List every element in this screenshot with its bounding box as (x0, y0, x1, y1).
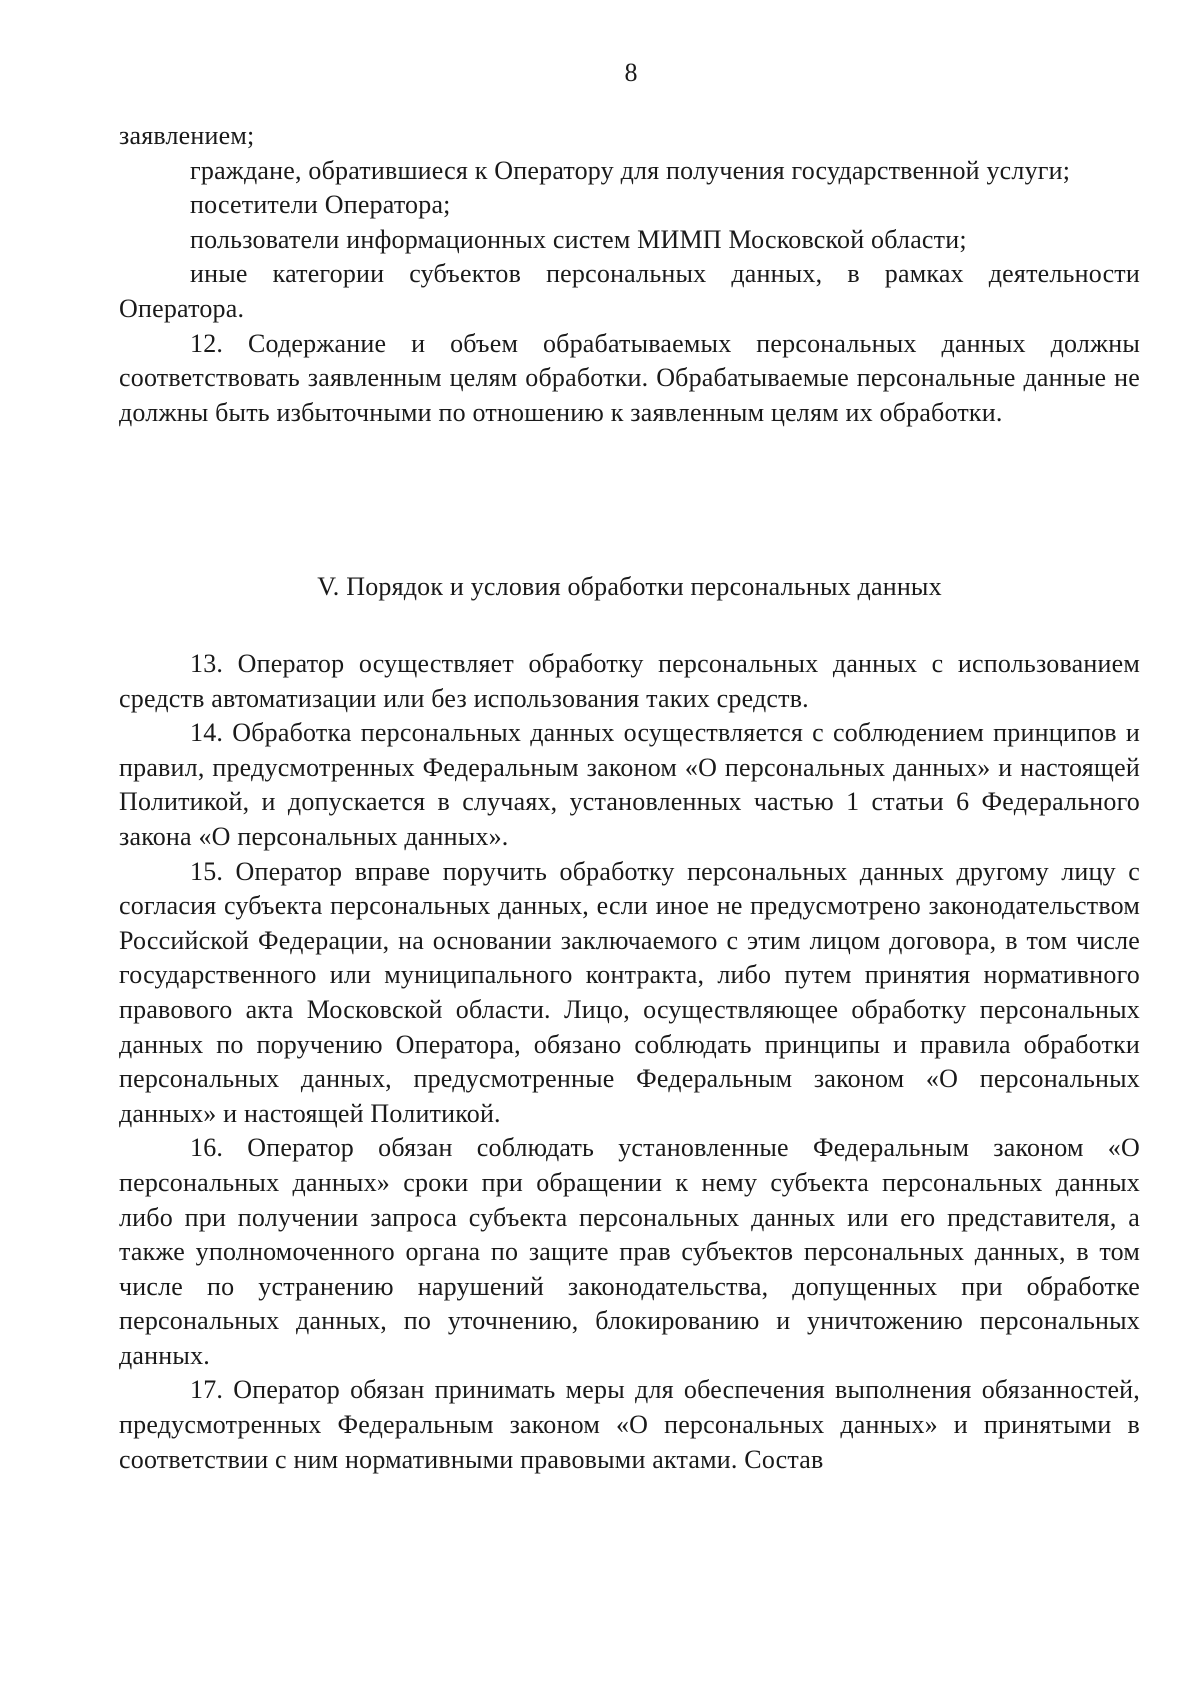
paragraph: 12. Содержание и объем обрабатываемых персональных данных должны соответствовать заявленным целям обработки. Обрабатываемые персональные данные не должны быть избыточными по отношению к заявленным целям их обработки. (119, 328, 1140, 427)
paragraph: 17. Оператор обязан принимать меры для обеспечения выполнения обязанностей, предусмотренных Федеральным законом «О персональных данных» и принятыми в соответствии с ним нормативными правовыми актами. Состав (119, 1375, 1140, 1474)
page-number: 8 (624, 58, 638, 87)
paragraph: иные категории субъектов персональных данных, в рамках деятельности Оператора. (119, 259, 1140, 323)
bottom-text-block (119, 647, 1140, 1477)
paragraph: граждане, обратившиеся к Оператору для получения государственной услуги; (190, 155, 1071, 185)
paragraph: 14. Обработка персональных данных осуществляется с соблюдением принципов и правил, предусмотренных Федеральным законом «О персональных данных» и настоящей Политикой, и допускается в случаях, установленных частью 1 статьи 6 Федерального закона «О персональных данных». (119, 718, 1140, 851)
paragraph: 13. Оператор осуществляет обработку персональных данных с использованием средств автоматизации или без использования таких средств. (119, 649, 1140, 713)
paragraph: посетители Оператора; (190, 190, 451, 220)
paragraph: 16. Оператор обязан соблюдать установленные Федеральным законом «О персональных данных» сроки при обращении к нему субъекта персональных данных либо при получении запроса субъекта персональных данных или его представителя, а также уполномоченного органа по защите прав субъектов персональных данных, в том числе по устранению нарушений законодательства, допущенных при обработке персональных данных, по уточнению, блокированию и уничтожению персональных данных. (119, 1133, 1140, 1370)
paragraph: 15. Оператор вправе поручить обработку персональных данных другому лицу с согласия субъекта персональных данных, если иное не предусмотрено законодательством Российской Федерации, на основании заключаемого с этим лицом договора, в том числе государственного или муниципального контракта, либо путем принятия нормативного правового акта Московской области. Лицо, осуществляющее обработку персональных данных по поручению Оператора, обязано соблюдать принципы и правила обработки персональных данных, предусмотренные Федеральным законом «О персональных данных» и настоящей Политикой. (119, 856, 1140, 1128)
section-heading: V. Порядок и условия обработки персональных данных (317, 572, 942, 601)
paragraph: заявлением; (119, 121, 255, 150)
paragraph: пользователи информационных систем МИМП Московской области; (190, 224, 967, 254)
top-text-block (119, 119, 1140, 430)
